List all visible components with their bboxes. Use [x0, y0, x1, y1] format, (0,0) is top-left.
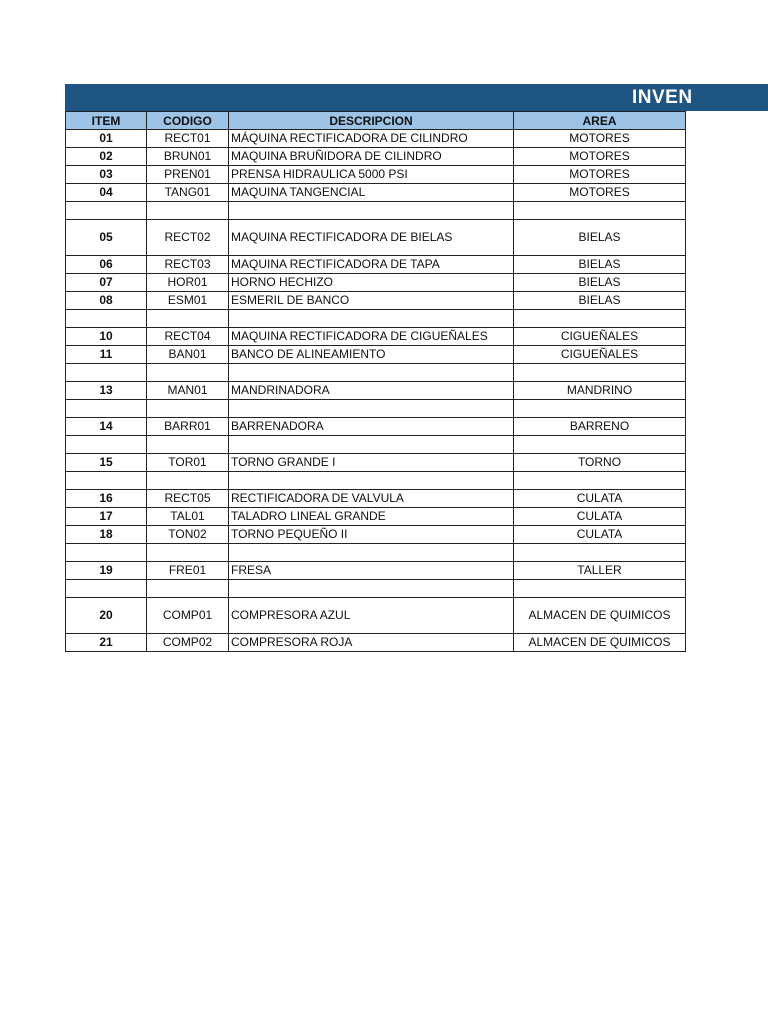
cell-codigo[interactable]: COMP02	[147, 634, 229, 652]
cell-area[interactable]: BIELAS	[514, 256, 686, 274]
cell-codigo[interactable]	[147, 436, 229, 454]
table-row	[66, 364, 686, 382]
cell-codigo[interactable]	[147, 472, 229, 490]
cell-item[interactable]	[66, 364, 147, 382]
cell-area[interactable]	[514, 472, 686, 490]
cell-item[interactable]: 17	[66, 508, 147, 526]
cell-item[interactable]: 01	[66, 130, 147, 148]
cell-item[interactable]	[66, 544, 147, 562]
cell-codigo[interactable]: MAN01	[147, 382, 229, 400]
cell-item[interactable]	[66, 580, 147, 598]
cell-area[interactable]: BARRENO	[514, 418, 686, 436]
cell-descripcion[interactable]	[229, 202, 514, 220]
cell-codigo[interactable]: TANG01	[147, 184, 229, 202]
cell-item[interactable]: 18	[66, 526, 147, 544]
table-row	[66, 580, 686, 598]
table-row	[66, 148, 686, 166]
cell-codigo[interactable]	[147, 544, 229, 562]
inventory-table	[65, 111, 686, 652]
column-header-area: AREA	[514, 112, 686, 130]
table-row	[66, 202, 686, 220]
cell-descripcion[interactable]: BARRENADORA	[229, 418, 514, 436]
cell-codigo[interactable]	[147, 202, 229, 220]
table-row	[66, 526, 686, 544]
table-row	[66, 256, 686, 274]
cell-item[interactable]: 14	[66, 418, 147, 436]
table-row	[66, 328, 686, 346]
cell-codigo[interactable]: BARR01	[147, 418, 229, 436]
cell-item[interactable]	[66, 310, 147, 328]
cell-codigo[interactable]: TOR01	[147, 454, 229, 472]
cell-area[interactable]: CIGUEÑALES	[514, 328, 686, 346]
cell-area[interactable]	[514, 310, 686, 328]
cell-descripcion[interactable]: MAQUINA RECTIFICADORA DE CIGUEÑALES	[229, 328, 514, 346]
table-row	[66, 598, 686, 634]
cell-codigo[interactable]: COMP01	[147, 598, 229, 634]
cell-area[interactable]	[514, 202, 686, 220]
table-row	[66, 400, 686, 418]
cell-area[interactable]: TALLER	[514, 562, 686, 580]
cell-item[interactable]: 11	[66, 346, 147, 364]
cell-area[interactable]: MOTORES	[514, 166, 686, 184]
table-body	[66, 130, 686, 652]
cell-descripcion[interactable]	[229, 310, 514, 328]
table-row	[66, 508, 686, 526]
cell-descripcion[interactable]	[229, 472, 514, 490]
cell-item[interactable]: 04	[66, 184, 147, 202]
cell-item[interactable]: 03	[66, 166, 147, 184]
cell-codigo[interactable]: PREN01	[147, 166, 229, 184]
column-header-descripcion: DESCRIPCION	[229, 112, 514, 130]
cell-area[interactable]	[514, 436, 686, 454]
column-header-codigo: CODIGO	[147, 112, 229, 130]
table-row	[66, 382, 686, 400]
cell-area[interactable]: BIELAS	[514, 274, 686, 292]
cell-codigo[interactable]: BAN01	[147, 346, 229, 364]
cell-descripcion[interactable]	[229, 436, 514, 454]
cell-descripcion[interactable]: MÁQUINA RECTIFICADORA DE CILINDRO	[229, 130, 514, 148]
cell-area[interactable]	[514, 364, 686, 382]
cell-descripcion[interactable]: FRESA	[229, 562, 514, 580]
cell-descripcion[interactable]	[229, 400, 514, 418]
cell-area[interactable]: CULATA	[514, 526, 686, 544]
cell-area[interactable]: CULATA	[514, 490, 686, 508]
cell-codigo[interactable]: RECT04	[147, 328, 229, 346]
table-row	[66, 562, 686, 580]
table-row	[66, 544, 686, 562]
cell-area[interactable]	[514, 400, 686, 418]
cell-codigo[interactable]: ESM01	[147, 292, 229, 310]
cell-codigo[interactable]: RECT01	[147, 130, 229, 148]
cell-item[interactable]: 10	[66, 328, 147, 346]
cell-item[interactable]: 16	[66, 490, 147, 508]
cell-descripcion[interactable]: MAQUINA RECTIFICADORA DE BIELAS	[229, 220, 514, 256]
cell-descripcion[interactable]: MAQUINA BRUÑIDORA DE CILINDRO	[229, 148, 514, 166]
table-row	[66, 184, 686, 202]
table-row	[66, 454, 686, 472]
table-row	[66, 292, 686, 310]
cell-descripcion[interactable]: MAQUINA TANGENCIAL	[229, 184, 514, 202]
cell-area[interactable]: BIELAS	[514, 292, 686, 310]
table-row	[66, 310, 686, 328]
cell-area[interactable]: TORNO	[514, 454, 686, 472]
cell-item[interactable]: 08	[66, 292, 147, 310]
table-row	[66, 346, 686, 364]
cell-item[interactable]: 20	[66, 598, 147, 634]
table-row	[66, 418, 686, 436]
sheet-title: INVEN	[632, 87, 693, 108]
cell-descripcion[interactable]	[229, 544, 514, 562]
cell-area[interactable]: BIELAS	[514, 220, 686, 256]
cell-area[interactable]: MOTORES	[514, 184, 686, 202]
table-row	[66, 220, 686, 256]
cell-item[interactable]	[66, 436, 147, 454]
cell-area[interactable]: ALMACEN DE QUIMICOS	[514, 598, 686, 634]
cell-descripcion[interactable]: MANDRINADORA	[229, 382, 514, 400]
cell-area[interactable]: MOTORES	[514, 148, 686, 166]
inventory-sheet	[65, 84, 693, 652]
cell-item[interactable]: 15	[66, 454, 147, 472]
cell-codigo[interactable]	[147, 400, 229, 418]
column-header-item: ITEM	[66, 112, 147, 130]
cell-descripcion[interactable]: TORNO PEQUEÑO II	[229, 526, 514, 544]
cell-codigo[interactable]	[147, 310, 229, 328]
cell-area[interactable]: CIGUEÑALES	[514, 346, 686, 364]
cell-codigo[interactable]: RECT02	[147, 220, 229, 256]
cell-item[interactable]	[66, 400, 147, 418]
cell-codigo[interactable]: RECT05	[147, 490, 229, 508]
cell-descripcion[interactable]: HORNO HECHIZO	[229, 274, 514, 292]
cell-descripcion[interactable]: RECTIFICADORA DE VALVULA	[229, 490, 514, 508]
cell-codigo[interactable]	[147, 364, 229, 382]
cell-item[interactable]: 06	[66, 256, 147, 274]
cell-descripcion[interactable]: ESMERIL DE BANCO	[229, 292, 514, 310]
cell-area[interactable]: MOTORES	[514, 130, 686, 148]
cell-item[interactable]: 05	[66, 220, 147, 256]
cell-descripcion[interactable]: BANCO DE ALINEAMIENTO	[229, 346, 514, 364]
table-row	[66, 130, 686, 148]
cell-descripcion[interactable]	[229, 364, 514, 382]
table-row	[66, 472, 686, 490]
cell-area[interactable]	[514, 544, 686, 562]
cell-codigo[interactable]: RECT03	[147, 256, 229, 274]
table-row	[66, 274, 686, 292]
cell-area[interactable]: MANDRINO	[514, 382, 686, 400]
cell-area[interactable]: ALMACEN DE QUIMICOS	[514, 634, 686, 652]
cell-item[interactable]: 13	[66, 382, 147, 400]
cell-area[interactable]: CULATA	[514, 508, 686, 526]
cell-descripcion[interactable]: MAQUINA RECTIFICADORA DE TAPA	[229, 256, 514, 274]
cell-item[interactable]: 02	[66, 148, 147, 166]
cell-codigo[interactable]: HOR01	[147, 274, 229, 292]
cell-item[interactable]: 19	[66, 562, 147, 580]
cell-item[interactable]	[66, 202, 147, 220]
cell-descripcion[interactable]: PRENSA HIDRAULICA 5000 PSI	[229, 166, 514, 184]
cell-descripcion[interactable]: COMPRESORA ROJA	[229, 634, 514, 652]
cell-item[interactable]: 07	[66, 274, 147, 292]
table-row	[66, 436, 686, 454]
cell-descripcion[interactable]: TALADRO LINEAL GRANDE	[229, 508, 514, 526]
title-banner	[65, 84, 768, 111]
cell-codigo[interactable]: FRE01	[147, 562, 229, 580]
cell-codigo[interactable]: TAL01	[147, 508, 229, 526]
table-row	[66, 166, 686, 184]
table-row	[66, 490, 686, 508]
cell-item[interactable]: 21	[66, 634, 147, 652]
cell-codigo[interactable]	[147, 580, 229, 598]
cell-area[interactable]	[514, 580, 686, 598]
cell-descripcion[interactable]: TORNO GRANDE I	[229, 454, 514, 472]
cell-item[interactable]	[66, 472, 147, 490]
cell-descripcion[interactable]: COMPRESORA AZUL	[229, 598, 514, 634]
cell-codigo[interactable]: BRUN01	[147, 148, 229, 166]
cell-codigo[interactable]: TON02	[147, 526, 229, 544]
table-row	[66, 634, 686, 652]
cell-descripcion[interactable]	[229, 580, 514, 598]
column-header-row	[66, 112, 686, 130]
